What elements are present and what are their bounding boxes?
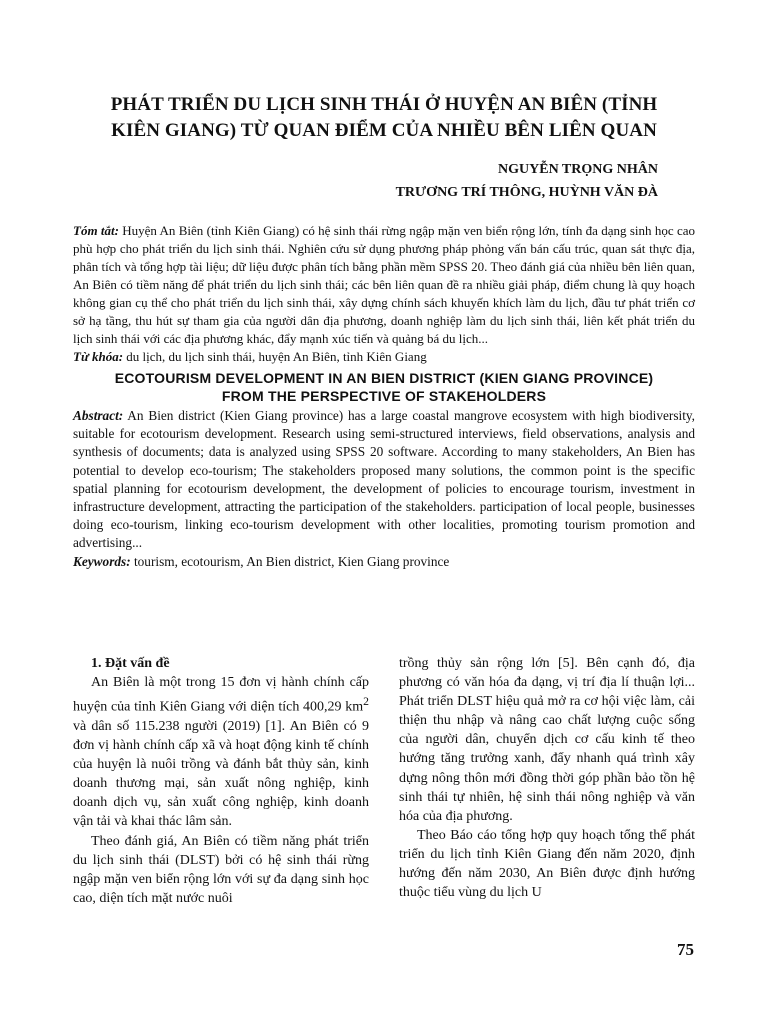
right-paragraph-1: trồng thủy sản rộng lớn [5]. Bên cạnh đó, địa phương có văn hóa đa dạng, vị trí địa lí thuận lợi... Phát triển DLST hiệu quả mở ra cơ hội việc làm, cải thiện thu nhập và nâng cao chất lượng cuộc sống của người dân, chuyển dịch cơ cấu kinh tế theo hướng tăng trưởng xanh, đẩy nhanh quá trình xây dựng nông thôn mới đồng thời góp phần bảo tồn hệ sinh thái tự nhiên, hệ sinh thái nông nghiệp và văn hóa của địa phương.: [399, 656, 695, 824]
english-keywords-text: tourism, ecotourism, An Bien district, Kien Giang province: [130, 553, 450, 569]
english-title-line-1: ECOTOURISM DEVELOPMENT IN AN BIEN DISTRICT (KIEN GIANG PROVINCE): [114, 370, 654, 386]
left-paragraph-2: Theo đánh giá, An Biên có tiềm năng phát triển du lịch sinh thái (DLST) bởi có hệ sinh thái rừng ngập mặn ven biển rộng lớn với sự đa dạng sinh học cao, diện tích mặt nước nuôi: [73, 833, 369, 906]
superscript-2: 2: [363, 695, 369, 709]
article-title-line-1: PHÁT TRIỂN DU LỊCH SINH THÁI Ở HUYỆN AN BIÊN (TỈNH: [110, 94, 658, 115]
left-column: [73, 654, 369, 908]
english-keywords-label: Keywords:: [73, 553, 131, 569]
vietnamese-keywords-label: Từ khóa:: [73, 349, 124, 364]
english-abstract-text: An Bien district (Kien Giang province) has a large coastal mangrove ecosystem with high biodiversity, suitable for ecotourism development. Research using semi-structured interviews, field observations, analysis and synthesis of documents; data is analyzed using SPSS 20 software. According to many stakeholders, An Bien has potential to develop eco-tourism; The stakeholders proposed many solutions, the common point is the specific spatial planning for ecotourism development, the development of policies to encourage tourism, investment in infrastructure development, attracting the participation of the stakeholders. participation of local people, businesses doing eco-tourism, linking eco-tourism development with other localities, promoting tourism promotion and advertising...: [73, 408, 695, 551]
english-abstract-label: Abstract:: [73, 408, 124, 423]
vietnamese-abstract-label: Tóm tắt:: [73, 223, 119, 238]
vietnamese-abstract: [73, 222, 695, 348]
left-paragraph-1-part-b: và dân số 115.238 người (2019) [1]. An Biên có 9 đơn vị hành chính cấp xã và hoạt động kinh tế chính của huyện là nuôi trồng và đánh bắt thủy sản, kinh doanh thương mại, sản xuất nông nghiệp, kinh doanh dịch vụ, sản xuất công nghiệp, kinh doanh vận tải và khai thác lâm sản.: [73, 718, 369, 830]
english-keywords: [73, 553, 695, 571]
right-column: [399, 654, 695, 908]
left-paragraph-1: [73, 673, 369, 831]
author-line-2: TRƯƠNG TRÍ THÔNG, HUỲNH VĂN ĐÀ: [395, 185, 658, 200]
section-heading: 1. Đặt vấn đề: [91, 656, 170, 671]
vietnamese-abstract-text: Huyện An Biên (tỉnh Kiên Giang) có hệ sinh thái rừng ngập mặn ven biển rộng lớn, tính đa dạng sinh học cao phù hợp cho phát triển du lịch sinh thái. Nghiên cứu sử dụng phương pháp phỏng vấn bán cấu trúc, quan sát thực địa, phân tích và tổng hợp tài liệu; dữ liệu được phân tích bằng phần mềm SPSS 20. Theo đánh giá của nhiều bên liên quan, An Biên có tiềm năng để phát triển du lịch sinh thái; các bên liên quan đề ra nhiều giải pháp, điểm chung là quy hoạch không gian cụ thể cho phát triển du lịch sinh thái, xây dựng chính sách khuyến khích làm du lịch, đầu tư phát triển cơ sở hạ tầng, thu hút sự tham gia của người dân địa phương, doanh nghiệp làm du lịch sinh thái, liên kết phát triển du lịch sinh thái với các địa phương khác, đẩy mạnh xúc tiến và quảng bá du lịch...: [73, 223, 695, 346]
vietnamese-keywords: [73, 348, 695, 366]
right-paragraph-2: Theo Báo cáo tổng hợp quy hoạch tổng thể phát triển du lịch tỉnh Kiên Giang đến năm 2020, định hướng đến năm 2030, An Biên được định hướng thuộc tiểu vùng du lịch U: [399, 827, 695, 901]
article-title: [73, 92, 695, 144]
vietnamese-keywords-text: du lịch, du lịch sinh thái, huyện An Biên, tỉnh Kiên Giang: [123, 349, 427, 364]
article-title-line-2: KIÊN GIANG) TỪ QUAN ĐIỂM CỦA NHIỀU BÊN LIÊN QUAN: [111, 120, 657, 141]
page-number: 75: [677, 940, 694, 959]
english-abstract: [73, 407, 695, 553]
body-columns: [73, 654, 695, 908]
left-paragraph-1-part-a: An Biên là một trong 15 đơn vị hành chính cấp huyện của tỉnh Kiên Giang với diện tích 400,29 km: [73, 675, 369, 715]
author-line-1: NGUYỄN TRỌNG NHÂN: [498, 162, 658, 177]
english-title: [73, 369, 695, 405]
author-list: [73, 158, 695, 204]
article-header: [73, 92, 695, 571]
english-title-line-2: FROM THE PERSPECTIVE OF STAKEHOLDERS: [221, 388, 547, 404]
